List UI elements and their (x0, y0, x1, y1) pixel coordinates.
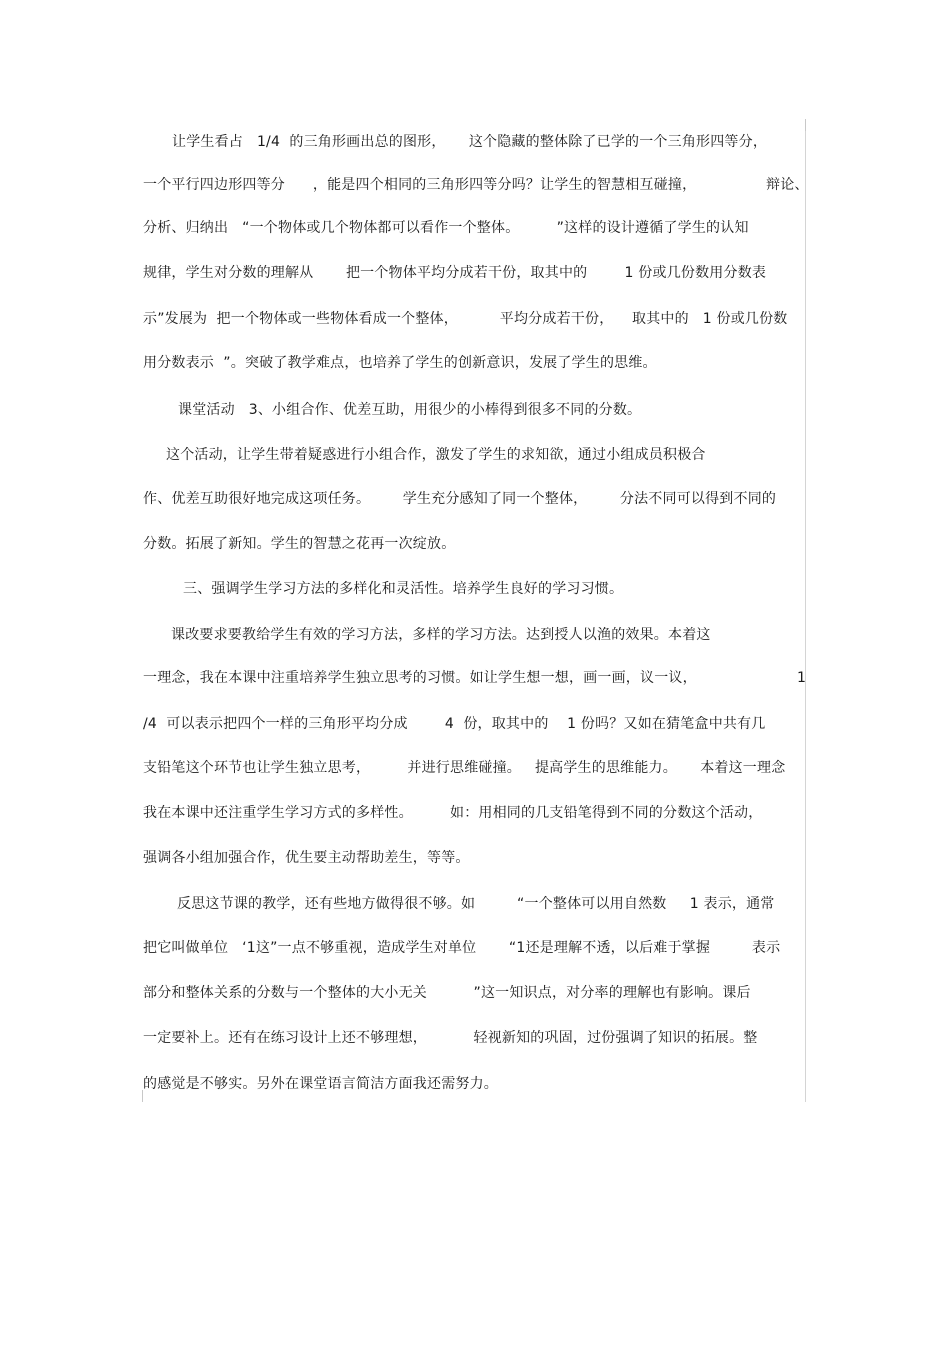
text-line: 把它叫做单位 ‘1这”一点不够重视，造成学生对单位 “1还是理解不透，以后难于掌握 表示 (143, 940, 781, 956)
text-line: 作、优差互助很好地完成这项任务。 学生充分感知了同一个整体， 分法不同可以得到不同的 (143, 491, 777, 507)
page-border-right (805, 131, 806, 1102)
section-heading: 三、强调学生学习方法的多样化和灵活性。培养学生良好的学习习惯。 (183, 581, 624, 597)
text-line: 课堂活动 3、小组合作、优差互助，用很少的小棒得到很多不同的分数。 (178, 402, 642, 418)
text-line: 一理念，我在本课中注重培养学生独立思考的习惯。如让学生想一想，画一画，议一议， (143, 670, 697, 686)
text-line: 部分和整体关系的分数与一个整体的大小无关 ”这一知识点，对分率的理解也有影响。课后 (143, 985, 751, 1001)
text-line: 的感觉是不够实。另外在课堂语言简洁方面我还需努力。 (143, 1076, 498, 1092)
text-line: 支铅笔这个环节也让学生独立思考， 并进行思维碰撞。 提高学生的思维能力。 本着这一理念 (143, 760, 786, 776)
text-line: 我在本课中还注重学生学习方式的多样性。 如：用相同的几支铅笔得到不同的分数这个活动， (143, 805, 763, 821)
text-line: 示”发展为 把一个物体或一些物体看成一个整体， 平均分成若干份， 取其中的 1 份或几份数 (143, 311, 788, 327)
text-line: 反思这节课的教学，还有些地方做得很不够。如 “一个整体可以用自然数 1 表示，通常 (177, 896, 775, 912)
text-line: 规律，学生对分数的理解从 把一个物体平均分成若干份，取其中的 1 份或几份数用分数表 (143, 265, 767, 281)
text-line: 一个平行四边形四等分 ，能是四个相同的三角形四等分吗？让学生的智慧相互碰撞， 辩论、 (143, 177, 809, 193)
text-line-fragment: 1 (797, 670, 807, 686)
text-line: 分数。拓展了新知。学生的智慧之花再一次绽放。 (143, 536, 456, 552)
text-line: 课改要求要教给学生有效的学习方法，多样的学习方法。达到授人以渔的效果。本着这 (171, 627, 711, 643)
text-line: 一定要补上。还有在练习设计上还不够理想， 轻视新知的巩固，过份强调了知识的拓展。整 (143, 1030, 758, 1046)
text-line: /4 可以表示把四个一样的三角形平均分成 4 份，取其中的 1 份吗？又如在猜笔盒中共有几 (143, 716, 766, 732)
text-line: 用分数表示 ”。突破了教学难点，也培养了学生的创新意识，发展了学生的思维。 (143, 355, 657, 371)
text-line: 强调各小组加强合作，优生要主动帮助差生，等等。 (143, 850, 470, 866)
page-border-top-tick (805, 119, 806, 131)
text-line: 分析、归纳出 “一个物体或几个物体都可以看作一个整体。 ”这样的设计遵循了学生的认知 (143, 220, 749, 236)
text-line: 这个活动，让学生带着疑惑进行小组合作，激发了学生的求知欲，通过小组成员积极合 (166, 447, 706, 463)
text-line: 让学生看占 1/4 的三角形画出总的图形， 这个隐藏的整体除了已学的一个三角形四等分， (172, 134, 768, 150)
